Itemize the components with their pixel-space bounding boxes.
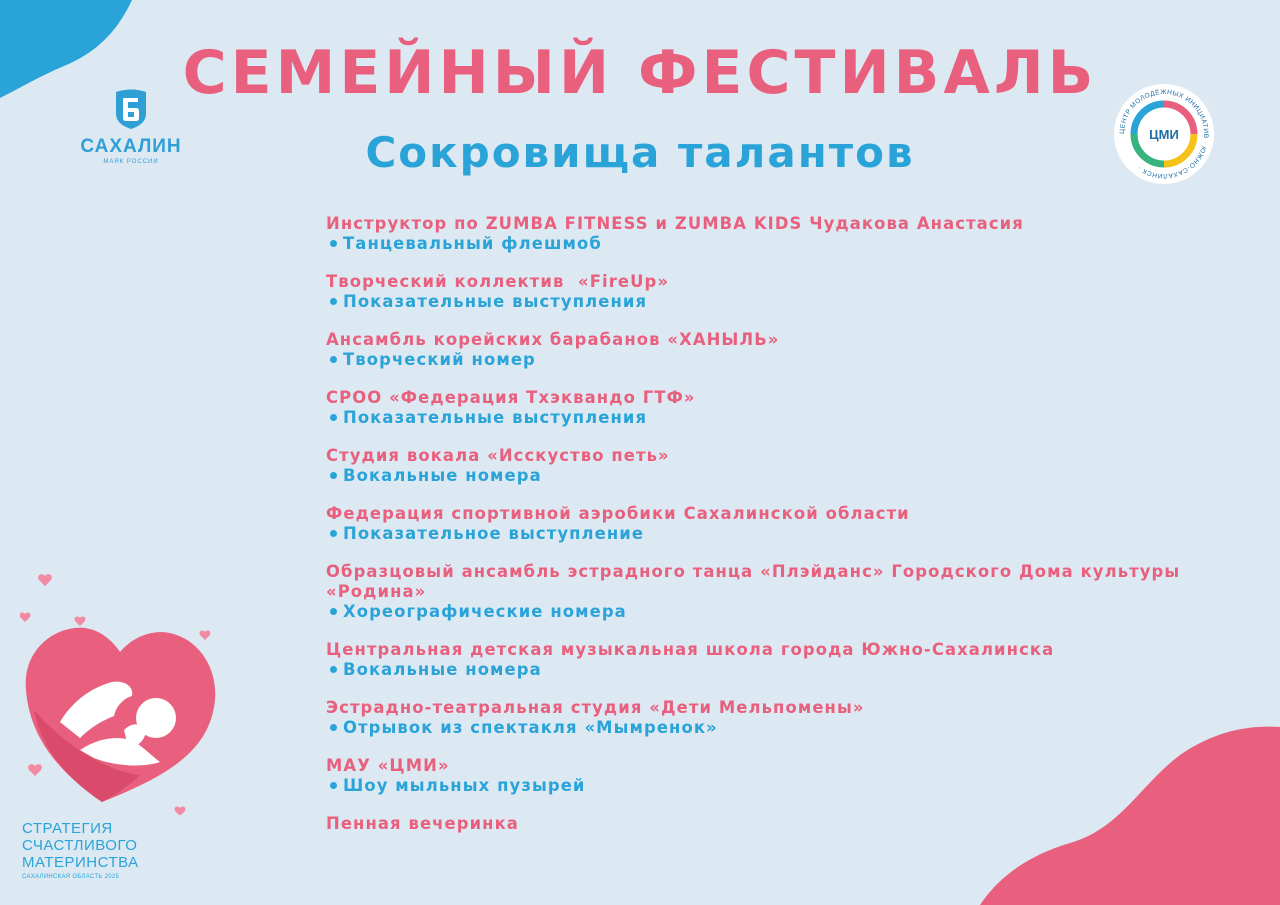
performer-name: Центральная детская музыкальная школа города Южно-Сахалинска [326,640,1055,659]
activity-label: Творческий номер [343,350,536,369]
program-item [326,272,1226,312]
strategy-logo-text [22,820,222,880]
activity-line [326,524,1226,544]
activity-line [326,408,1226,428]
program-list [326,214,1226,852]
strategy-line-2: СЧАСТЛИВОГО [22,837,138,854]
cmi-logo [1112,82,1216,186]
activity-line [326,292,1226,312]
activity-line [326,466,1226,486]
festival-subtitle: Сокровища талантов [365,128,915,177]
heart-mother-child-icon [20,570,230,815]
festival-title: СЕМЕЙНЫЙ ФЕСТИВАЛЬ [182,38,1098,108]
bullet-dot-icon [330,530,337,537]
bullet-dot-icon [330,298,337,305]
performer-name: Творческий коллектив «FireUp» [326,272,670,291]
bullet-dot-icon [330,782,337,789]
program-item [326,640,1226,680]
activity-label: Вокальные номера [343,466,542,485]
activity-label: Отрывок из спектакля «Мымренок» [343,718,718,737]
cmi-logo-ring-text: ЦЕНТР МОЛОДЁЖНЫХ ИНИЦИАТИВ · ЮЖНО-САХАЛИНСК · [1118,88,1210,180]
activity-line [326,718,1226,738]
program-item [326,814,1226,834]
bullet-dot-icon [330,666,337,673]
program-item [326,562,1226,622]
bullet-dot-icon [330,724,337,731]
activity-line [326,602,1226,622]
activity-label: Вокальные номера [343,660,542,679]
activity-line [326,350,1226,370]
activity-line [326,660,1226,680]
program-item [326,504,1226,544]
performer-name: МАУ «ЦМИ» [326,756,450,775]
strategy-caption: САХАЛИНСКАЯ ОБЛАСТЬ 2025 [22,874,120,880]
activity-line [326,234,1226,254]
performer-name: Эстрадно-театральная студия «Дети Мельпомены» [326,698,865,717]
activity-label: Показательные выступления [343,408,648,427]
program-item [326,698,1226,738]
strategy-line-1: СТРАТЕГИЯ [22,820,113,837]
program-item [326,330,1226,370]
cmi-logo-center: ЦМИ [1149,127,1179,142]
activity-label: Шоу мыльных пузырей [343,776,586,795]
program-item [326,388,1226,428]
performer-name: СРОО «Федерация Тхэквандо ГТФ» [326,388,696,407]
bullet-dot-icon [330,356,337,363]
activity-label: Хореографические номера [343,602,627,621]
performer-name: Федерация спортивной аэробики Сахалинской области [326,504,910,523]
activity-line [326,776,1226,796]
program-item [326,214,1226,254]
sakhalin-logo-tagline: МАЯК РОССИИ [103,159,159,165]
bullet-dot-icon [330,472,337,479]
program-item [326,756,1226,796]
performer-name: Ансамбль корейских барабанов «ХАНЫЛЬ» [326,330,780,349]
performer-name: Пенная вечеринка [326,814,519,833]
bullet-dot-icon [330,240,337,247]
sakhalin-logo-name: САХАЛИН [80,136,182,157]
activity-label: Показательное выступление [343,524,645,543]
strategy-line-3: МАТЕРИНСТВА [22,854,139,871]
bullet-dot-icon [330,608,337,615]
performer-name: Образцовый ансамбль эстрадного танца «Плэйданс» Городского Дома культуры «Родина» [326,562,1181,601]
activity-label: Танцевальный флешмоб [343,234,602,253]
program-item [326,446,1226,486]
performer-name: Инструктор по ZUMBA FITNESS и ZUMBA KIDS Чудакова Анастасия [326,214,1024,233]
bullet-dot-icon [330,414,337,421]
performer-name: Студия вокала «Исскуство петь» [326,446,670,465]
activity-label: Показательные выступления [343,292,648,311]
